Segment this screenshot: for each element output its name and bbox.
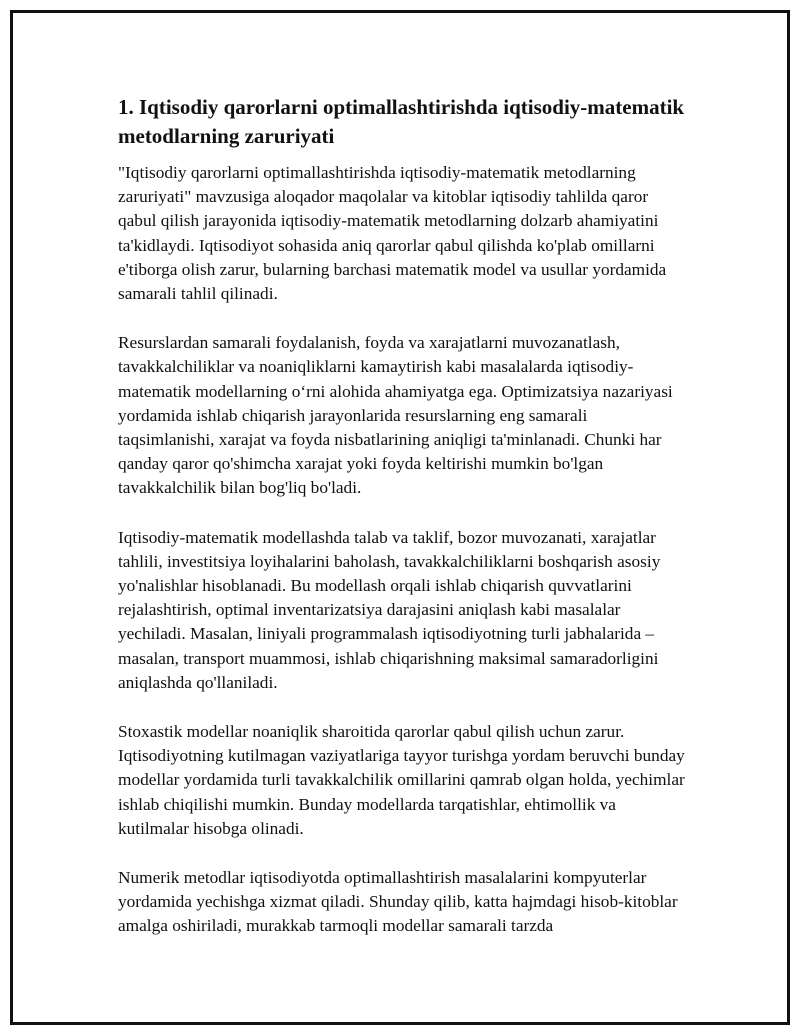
paragraph-3: Iqtisodiy-matematik modellashda talab va taklif, bozor muvozanati, xarajatlar tahlili, investitsiya loyihalarini baholash, tavakkalchiliklarni boshqarish asosiy yo'nalishlar hisoblanadi. Bu modellash orqali ishlab chiqarish quvvatlarini rejalashtirish, optimal inventarizatsiya darajasini aniqlash kabi masalalar yechiladi. Masalan, liniyali programmalash iqtisodiyotning turli jabhalarida – masalan, transport muammosi, ishlab chiqarishning maksimal samaradorligini aniqlashda qo'llaniladi. <box>118 527 661 692</box>
paragraph-5: Numerik metodlar iqtisodiyotda optimallashtirish masalalarini kompyuterlar yordamida yechishga xizmat qiladi. Shunday qilib, katta hajmdagi hisob-kitoblar amalga oshiriladi, murakkab tarmoqli modellar samarali tarzda <box>118 868 678 936</box>
section-heading: 1. Iqtisodiy qarorlarni optimallashtirishda iqtisodiy-matematik metodlarning zaruriyati <box>118 95 685 148</box>
paragraph-2: Resurslardan samarali foydalanish, foyda va xarajatlarni muvozanatlash, tavakkalchiliklar va noaniqliklarni kamaytirish kabi masalalarda iqtisodiy-matematik modellarning o‘rni alohida ahamiyatga ega. Optimizatsiya nazariyasi yordamida ishlab chiqarish jarayonlarida resurslarning eng samarali taqsimlanishi, xarajat va foyda nisbatlarining aniqligi ta'minlanadi. Chunki har qanday qaror qo'shimcha xarajat yoki foyda keltirishi mumkin bo'lgan tavakkalchilik bilan bog'liq bo'ladi. <box>118 333 673 498</box>
paragraph-1: "Iqtisodiy qarorlarni optimallashtirishda iqtisodiy-matematik metodlarning zaruriyati" mavzusiga aloqador maqolalar va kitoblar iqtisodiy tahlilda qaror qabul qilish jarayonida iqtisodiy-matematik metodlarning dolzarb ahamiyatini ta'kidlaydi. Iqtisodiyot sohasida aniq qarorlar qabul qilishda ko'plab omillarni e'tiborga olish zarur, bularning barchasi matematik model va usullar yordamida samarali tahlil qilinadi. <box>118 163 667 304</box>
page-border <box>10 10 790 1025</box>
paragraph-4: Stoxastik modellar noaniqlik sharoitida qarorlar qabul qilish uchun zarur. Iqtisodiyotning kutilmagan vaziyatlariga tayyor turishga yordam beruvchi bunday modellar yordamida turli tavakkalchilik omillarini qamrab olgan holda, yechimlar ishlab chiqilishi mumkin. Bunday modellarda tarqatishlar, ehtimollik va kutilmalar hisobga olinadi. <box>118 722 685 838</box>
document-body <box>118 93 688 964</box>
